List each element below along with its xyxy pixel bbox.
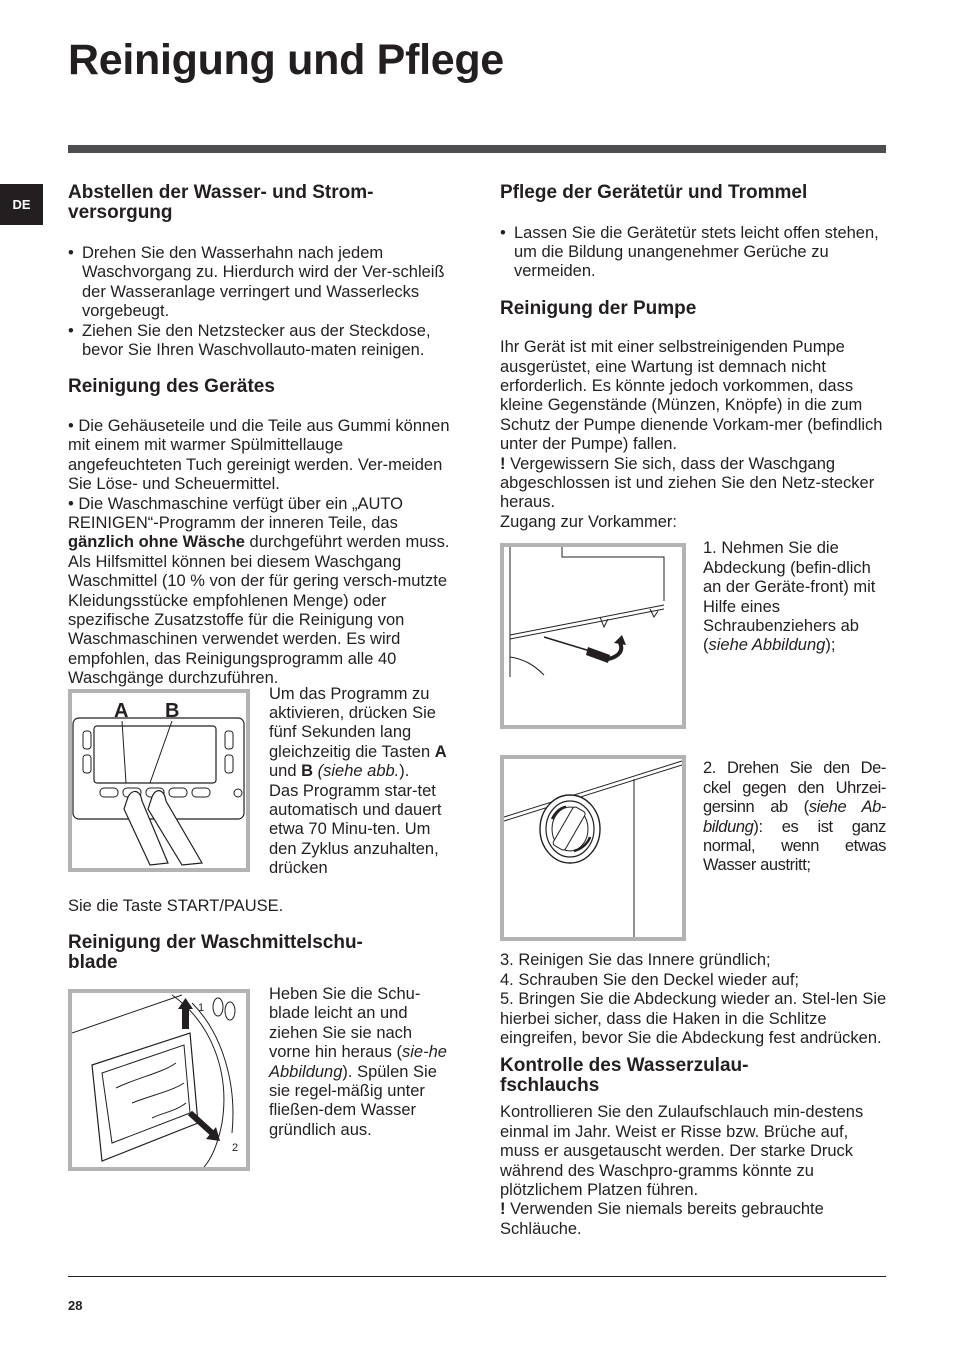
section-heading-detergent-drawer: Reinigung der Waschmittelschu- blade bbox=[68, 932, 363, 973]
section-heading-pump: Reinigung der Pumpe bbox=[500, 297, 697, 319]
paragraph: Zugang zur Vorkammer: bbox=[500, 512, 677, 531]
page-title: Reinigung und Pflege bbox=[68, 36, 504, 84]
section-heading-device-cleaning: Reinigung des Gerätes bbox=[68, 376, 275, 398]
button-b-label: B bbox=[165, 699, 180, 722]
paragraph: Sie die Taste START/PAUSE. bbox=[68, 896, 284, 915]
title-rule bbox=[68, 145, 886, 153]
list-item: 4. Schrauben Sie den Deckel wieder auf; bbox=[500, 970, 800, 989]
detergent-drawer-figure bbox=[68, 989, 250, 1171]
list-item: • Ziehen Sie den Netzstecker aus der Steckdose, bevor Sie Ihren Waschvollauto-maten reinigen. bbox=[68, 322, 456, 361]
control-panel-figure bbox=[68, 689, 250, 872]
step-number-1: 1 bbox=[198, 1002, 205, 1015]
paragraph: Kontrollieren Sie den Zulaufschlauch min-destens einmal im Jahr. Weist er Risse bzw. Brüche auf, muss er ausgetauscht werden. Der starke Druck während des Waschpro-gramms könnte zu plötzlichem Platzen führen. bbox=[500, 1103, 864, 1199]
section-heading-shutoff: Abstellen der Wasser- und Strom- versorgung bbox=[68, 182, 374, 223]
right-column bbox=[500, 183, 888, 1239]
unscrew-lid-figure bbox=[500, 755, 686, 941]
step-number-2: 2 bbox=[232, 1142, 239, 1155]
list-item: 3. Reinigen Sie das Innere gründlich; bbox=[500, 951, 771, 970]
list-item: 5. Bringen Sie die Abdeckung wieder an. Stel-len Sie hierbei sicher, dass die Haken in die Schlitze eingreifen, bevor Sie die Abdeckung fest andrücken. bbox=[500, 990, 887, 1047]
section-heading-door-drum: Pflege der Gerätetür und Trommel bbox=[500, 182, 808, 203]
list-item: • Lassen Sie die Gerätetür stets leicht offen stehen, um die Bildung unangenehmer Gerüche zu vermeiden. bbox=[500, 224, 888, 282]
pump-step1-text: 1. Nehmen Sie die Abdeckung (befin-dlich an der Geräte-front) mit Hilfe eines Schraubenziehers ab (siehe Abbildung); bbox=[703, 539, 876, 655]
drawer-figure-row bbox=[68, 985, 456, 1173]
left-column bbox=[68, 183, 456, 1173]
button-a-label: A bbox=[114, 699, 129, 722]
paragraph: ! Verwenden Sie niemals bereits gebrauchte Schläuche. bbox=[500, 1200, 824, 1238]
drawer-instructions: Heben Sie die Schu-blade leicht an und ziehen Sie sie nach vorne hin heraus (sie-he Abbildung). Spülen Sie sie regel-mäßig unter fließen-dem Wasser gründlich aus. bbox=[269, 985, 447, 1139]
list-item: • Drehen Sie den Wasserhahn nach jedem Waschvorgang zu. Hierdurch wird der Ver-schleiß der Wasseranlage verringert und Wasserlecks vorgebeugt. bbox=[68, 244, 456, 322]
paragraph: ! Vergewissern Sie sich, dass der Waschgang abgeschlossen ist und ziehen Sie den Netz-stecker heraus. bbox=[500, 454, 875, 512]
section-heading-hose-check: Kontrolle des Wasserzulau- fschlauchs bbox=[500, 1055, 749, 1096]
auto-clean-figure-row bbox=[68, 684, 456, 901]
pump-step2-text: 2. Drehen Sie den De-ckel gegen den Uhrzei-gersinn ab (siehe Ab-bildung): es ist ganz normal, wenn etwas Wasser austritt; bbox=[703, 759, 886, 875]
paragraph: • Die Gehäuseteile und die Teile aus Gummi können mit einem mit warmer Spülmittellauge angefeuchteten Tuch gereinigt werden. Ver-meiden Sie Löse- und Scheuermittel. bbox=[68, 416, 450, 494]
auto-clean-instructions: Um das Programm zu aktivieren, drücken Sie fünf Sekunden lang gleichzeitig die Tasten A und B (siehe abb.). Das Programm star-tet automatisch und dauert etwa 70 Minu-ten. Um den Zyklus anzuhalten, drücken bbox=[269, 684, 447, 878]
pump-step1-row bbox=[500, 539, 888, 755]
page-number: 28 bbox=[68, 1298, 83, 1313]
pump-step2-row bbox=[500, 755, 888, 941]
paragraph: Ihr Gerät ist mit einer selbstreinigenden Pumpe ausgerüstet, eine Wartung ist demnach nicht erforderlich. Es könnte jedoch vorkommen, dass kleine Gegenstände (Münzen, Knöpfe) in die zum Schutz der Pumpe dienende Vorkam-mer (befindlich unter der Pumpe) fallen. bbox=[500, 338, 883, 454]
footer-rule bbox=[68, 1276, 886, 1277]
paragraph: Als Hilfsmittel können bei diesem Waschgang Waschmittel (10 % von der für gering versch-mutzte Kleidungsstücke empfohlenen Menge) oder spezifische Zusatzstoffe für die Reinigung von Waschmaschinen verwendet werden. Es wird empfohlen, das Reinigungsprogramm alle 40 Waschgänge durchzuführen. bbox=[68, 552, 448, 688]
language-tab: DE bbox=[0, 184, 43, 225]
remove-cover-figure bbox=[500, 543, 686, 729]
paragraph: • Die Waschmaschine verfügt über ein „AUTO REINIGEN“-Programm der inneren Teile, das gänzlich ohne Wäsche durchgeführt werden muss. bbox=[68, 494, 450, 552]
